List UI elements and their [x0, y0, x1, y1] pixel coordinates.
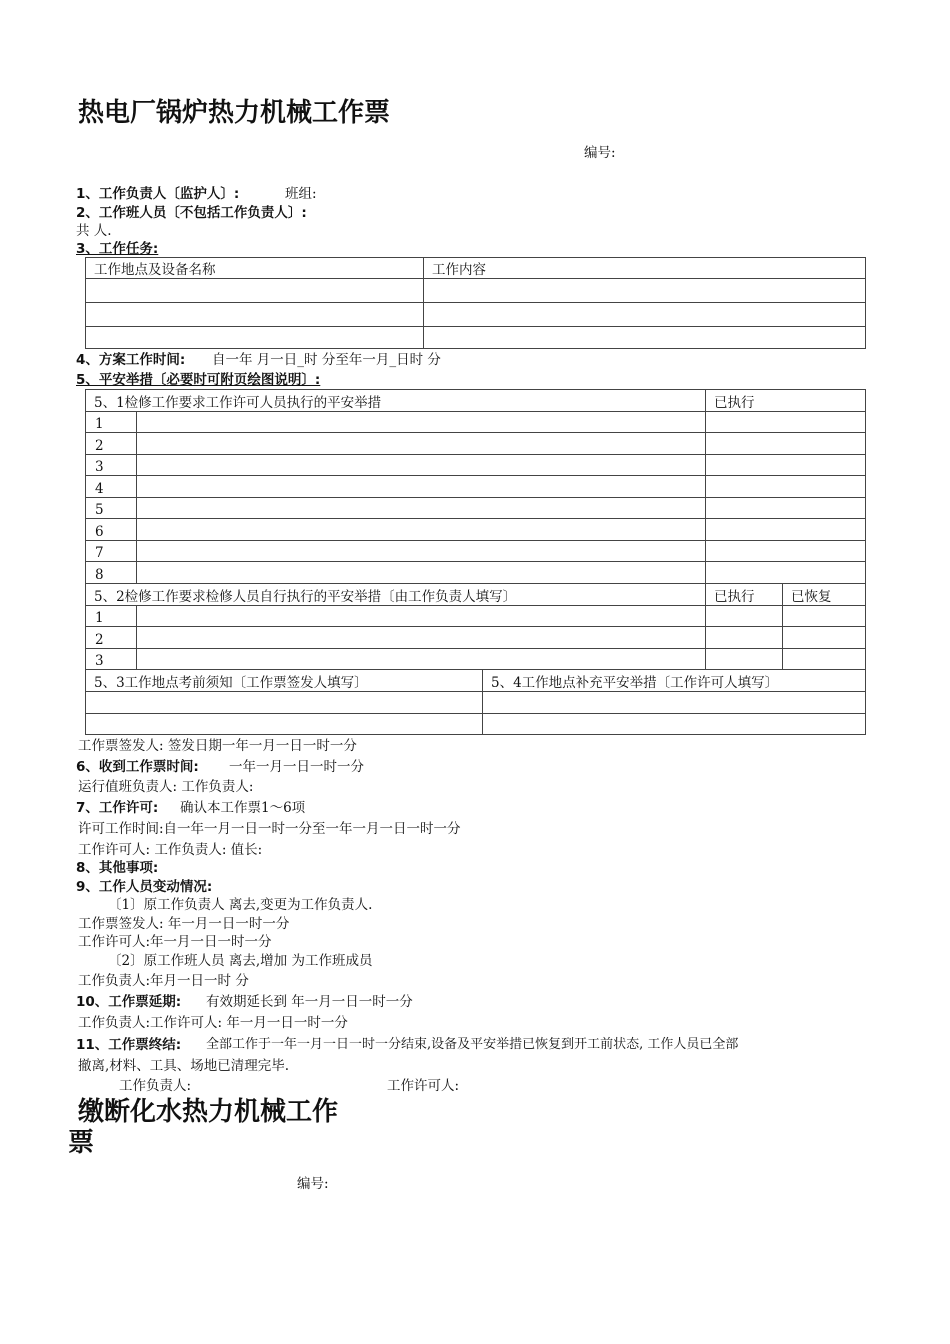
second-title-line-2: 票	[68, 1128, 95, 1158]
permit-time-line: 许可工作时间:自一年一月一日一时一分至一年一月一日一时一分	[78, 821, 461, 837]
task-cell[interactable]	[86, 279, 424, 303]
row-number: 8	[86, 562, 137, 584]
done-cell[interactable]	[706, 519, 866, 541]
page-title: 热电厂锅炉热力机械工作票	[78, 98, 391, 128]
change-2-line: 〔2〕原工作班人员 离去,增加 为工作班成员	[108, 953, 373, 969]
item-2-count: 共 人.	[76, 223, 112, 239]
second-serial-label: 编号:	[297, 1176, 329, 1192]
row-number: 2	[86, 433, 137, 455]
task-cell[interactable]	[86, 327, 424, 349]
item-11-continued: 撤离,材料、工具、场地已清理完毕.	[78, 1058, 290, 1074]
notes-cell[interactable]	[86, 714, 483, 735]
serial-number-label: 编号:	[584, 145, 616, 161]
row-number: 3	[86, 649, 137, 670]
row-number: 1	[86, 606, 137, 627]
done-cell[interactable]	[706, 541, 866, 562]
item-4-label: 4、方案工作时间:	[76, 352, 186, 368]
measure-cell[interactable]	[137, 519, 706, 541]
restored-cell[interactable]	[783, 649, 866, 670]
done-cell[interactable]	[706, 455, 866, 476]
section-5-2-done-header: 已执行	[706, 584, 783, 606]
row-number: 2	[86, 627, 137, 649]
task-col-content: 工作内容	[424, 258, 866, 279]
item-10-label: 10、工作票延期:	[76, 994, 182, 1010]
item-6-label: 6、收到工作票时间:	[76, 759, 199, 775]
done-cell[interactable]	[706, 433, 866, 455]
change-1-permit-line: 工作许可人:年一月一日一时一分	[78, 934, 272, 950]
measure-cell[interactable]	[137, 649, 706, 670]
change-2-lead-line: 工作负责人:年月一日一时 分	[78, 973, 249, 989]
section-5-1-title: 5、1检修工作要求工作许可人员执行的平安举措	[86, 390, 706, 412]
item-8-label: 8、其他事项:	[76, 860, 159, 876]
final-lead-signature: 工作负责人:	[119, 1078, 192, 1094]
measure-cell[interactable]	[137, 606, 706, 627]
row-number: 1	[86, 412, 137, 433]
item-7-label: 7、工作许可:	[76, 800, 159, 816]
item-6-value: 一年一月一日一时一分	[229, 759, 364, 775]
item-11-value: 全部工作于一年一月一日一时一分结束,设备及平安举措已恢复到开工前状态, 工作人员已全部	[206, 1037, 739, 1052]
issuer-line: 工作票签发人: 签发日期一年一月一日一时一分	[78, 738, 357, 754]
second-title-line-1: 缴断化水热力机械工作	[78, 1097, 339, 1127]
row-number: 3	[86, 455, 137, 476]
task-col-location: 工作地点及设备名称	[86, 258, 424, 279]
supplement-cell[interactable]	[483, 714, 866, 735]
notes-cell[interactable]	[86, 692, 483, 714]
item-5-label: 5、平安举措〔必要时可附页绘图说明〕:	[76, 372, 321, 388]
measure-cell[interactable]	[137, 498, 706, 519]
measure-cell[interactable]	[137, 412, 706, 433]
task-cell[interactable]	[424, 303, 866, 327]
item-9-label: 9、工作人员变动情况:	[76, 879, 213, 895]
final-permit-signature: 工作许可人:	[387, 1078, 460, 1094]
done-cell[interactable]	[706, 412, 866, 433]
measure-cell[interactable]	[137, 541, 706, 562]
item-4-value: 自一年 月一日_时 分至年一月_日时 分	[212, 352, 441, 368]
measure-cell[interactable]	[137, 627, 706, 649]
done-cell[interactable]	[706, 649, 783, 670]
restored-cell[interactable]	[783, 627, 866, 649]
section-5-1-done-header: 已执行	[706, 390, 866, 412]
change-1-line: 〔1〕原工作负责人 离去,变更为工作负责人.	[108, 897, 373, 913]
supplement-cell[interactable]	[483, 692, 866, 714]
row-number: 7	[86, 541, 137, 562]
row-number: 6	[86, 519, 137, 541]
duty-line: 运行值班负责人: 工作负责人:	[78, 779, 254, 795]
permit-persons-line: 工作许可人: 工作负责人: 值长:	[78, 842, 263, 858]
task-cell[interactable]	[86, 303, 424, 327]
item-1-label: 1、工作负责人〔监护人〕:	[76, 186, 240, 202]
item-1-team-label: 班组:	[285, 186, 317, 202]
section-5-2-restored-header: 已恢复	[783, 584, 866, 606]
item-11-label: 11、工作票终结:	[76, 1037, 182, 1053]
section-5-4-title: 5、4工作地点补充平安举措〔工作许可人填写〕	[483, 670, 866, 692]
section-5-2-title: 5、2检修工作要求检修人员自行执行的平安举措〔由工作负责人填写〕	[86, 584, 706, 606]
done-cell[interactable]	[706, 498, 866, 519]
safety-table	[85, 389, 866, 735]
done-cell[interactable]	[706, 606, 783, 627]
section-5-3-title: 5、3工作地点考前须知〔工作票签发人填写〕	[86, 670, 483, 692]
task-cell[interactable]	[424, 279, 866, 303]
task-cell[interactable]	[424, 327, 866, 349]
measure-cell[interactable]	[137, 433, 706, 455]
restored-cell[interactable]	[783, 606, 866, 627]
item-3-label: 3、工作任务:	[76, 241, 159, 257]
measure-cell[interactable]	[137, 455, 706, 476]
measure-cell[interactable]	[137, 562, 706, 584]
item-10-value: 有效期延长到 年一月一日一时一分	[206, 994, 413, 1010]
row-number: 4	[86, 476, 137, 498]
measure-cell[interactable]	[137, 476, 706, 498]
extension-sign-line: 工作负责人:工作许可人: 年一月一日一时一分	[78, 1015, 348, 1031]
task-table	[85, 257, 866, 349]
change-1-issuer-line: 工作票签发人: 年一月一日一时一分	[78, 916, 290, 932]
done-cell[interactable]	[706, 562, 866, 584]
row-number: 5	[86, 498, 137, 519]
item-7-value: 确认本工作票1〜6项	[180, 800, 306, 816]
item-2-label: 2、工作班人员〔不包括工作负责人〕:	[76, 205, 307, 221]
done-cell[interactable]	[706, 627, 783, 649]
done-cell[interactable]	[706, 476, 866, 498]
